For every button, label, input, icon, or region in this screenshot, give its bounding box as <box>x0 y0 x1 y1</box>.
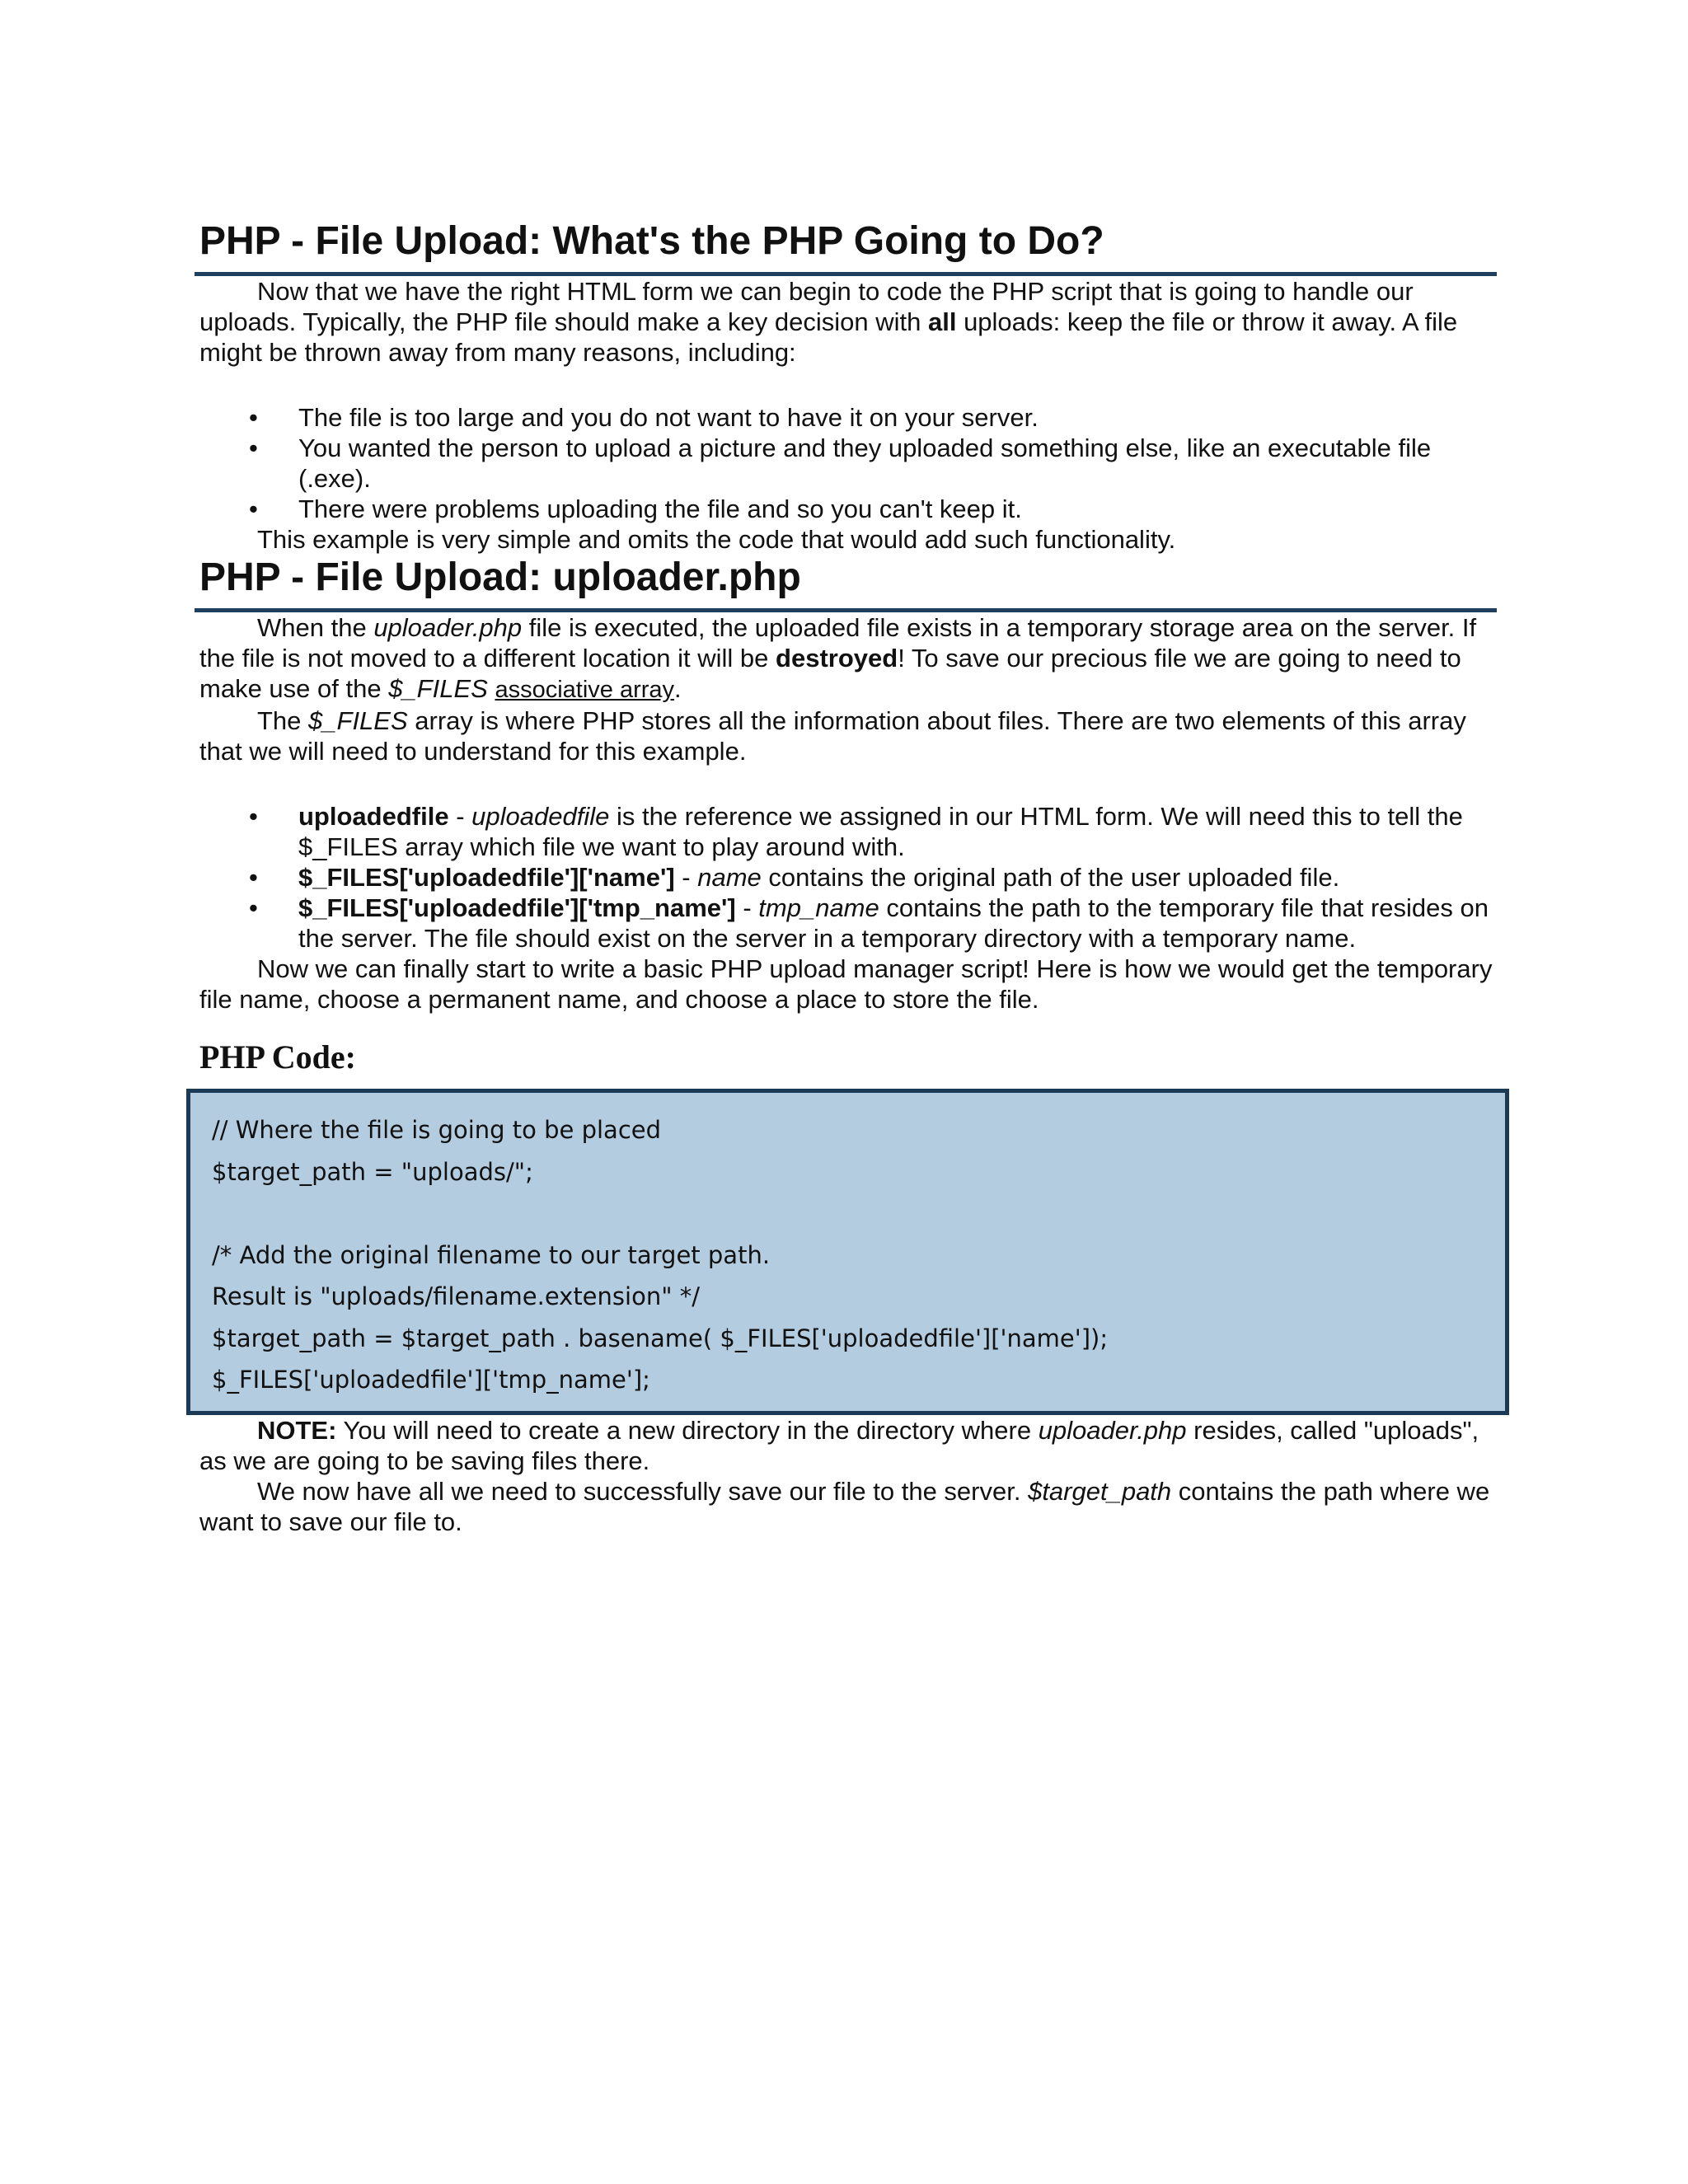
intro-paragraph <box>195 276 1497 368</box>
term-italic: tmp_name <box>758 893 879 923</box>
code-line <box>212 1193 1505 1235</box>
list-item <box>195 862 1497 893</box>
term-italic: uploadedfile <box>471 802 610 832</box>
p2-text-b: array is where PHP stores all the information about files. There are two elements of this array that we will need to understand for this example. <box>199 706 1466 766</box>
term-separator: - <box>448 802 472 832</box>
note-italic-uploader: uploader.php <box>1038 1415 1187 1445</box>
p1-text-c: ! To save our precious file we are going to need to make use of the <box>199 644 1461 704</box>
code-heading: PHP Code: <box>199 1038 356 1076</box>
bullet-icon: • <box>249 802 258 832</box>
note-text-b: resides, called "uploads", as we are going to be saving files there. <box>199 1415 1479 1475</box>
section-title-whats-php-going-to-do: PHP - File Upload: What's the PHP Going to Do? <box>195 218 1497 276</box>
term-italic: name <box>697 863 762 893</box>
p1-text-a: When the <box>257 613 374 643</box>
list-item-text: There were problems uploading the file and so you can't keep it. <box>298 494 1022 524</box>
bullet-icon: • <box>249 494 258 524</box>
files-elements-list <box>195 801 1497 954</box>
p1-italic-uploader: uploader.php <box>373 613 523 643</box>
list-item-text: You wanted the person to upload a picture and they uploaded something else, like an executable file (.exe). <box>298 434 1432 494</box>
code-line: /* Add the original filename to our target path. <box>212 1240 771 1269</box>
note-paragraph <box>195 1415 1497 1476</box>
document-page <box>195 218 1497 1537</box>
upload-script-paragraph: Now we can finally start to write a basic PHP upload manager script! Here is how we would get the temporary file name, choose a permanent name, and choose a place to store the file. <box>199 954 1493 1015</box>
list-item <box>195 801 1497 862</box>
bullet-icon: • <box>249 403 258 433</box>
closing-paragraph: This example is very simple and omits the code that would add such functionality. <box>257 525 1176 555</box>
code-line: Result is "uploads/filename.extension" */ <box>212 1282 701 1311</box>
code-line: $target_path = "uploads/"; <box>212 1157 533 1186</box>
term-separator: - <box>735 893 759 923</box>
list-item <box>195 402 1497 433</box>
final-italic-target-path: $target_path <box>1028 1476 1172 1506</box>
code-line: $target_path = $target_path . basename( $_FILES['uploadedfile']['name']); <box>212 1324 1109 1352</box>
intro-bold-all: all <box>927 307 957 337</box>
intro-text-b: uploads: keep the file or throw it away. A file might be thrown away from many reasons, including: <box>199 307 1458 368</box>
p2-text-a: The <box>257 706 309 736</box>
php-code-block <box>186 1089 1509 1415</box>
section-title-uploader-php: PHP - File Upload: uploader.php <box>195 555 1497 612</box>
p2-italic-files: $_FILES <box>308 706 408 736</box>
term-separator: - <box>674 863 698 893</box>
list-item <box>195 893 1497 954</box>
list-item <box>195 433 1497 494</box>
note-text-a: You will need to create a new directory in the directory where <box>336 1415 1039 1445</box>
uploader-paragraph-2 <box>195 705 1497 766</box>
uploader-paragraph-1 <box>195 612 1497 705</box>
intro-text-a: Now that we have the right HTML form we can begin to code the PHP script that is going to handle our uploads. Typically, the PHP file should make a key decision with <box>199 277 1414 337</box>
p1-bold-destroyed: destroyed <box>776 644 898 673</box>
term-description: is the reference we assigned in our HTML form. We will need this to tell the $_FILES array which file we want to play around with. <box>298 802 1463 862</box>
term-bold: uploadedfile <box>298 802 449 832</box>
term-description: contains the path to the temporary file that resides on the server. The file should exist on the server in a temporary directory with a temporary name. <box>298 893 1489 954</box>
p1-text-e: . <box>674 674 682 704</box>
code-line: $_FILES['uploadedfile']['tmp_name']; <box>212 1366 650 1394</box>
term-bold: $_FILES['uploadedfile']['name'] <box>298 863 675 893</box>
associative-array-link[interactable]: associative array <box>495 677 675 704</box>
final-text-b: contains the path where we want to save our file to. <box>199 1476 1490 1536</box>
p1-italic-files: $_FILES <box>388 674 488 704</box>
p1-text-b: file is executed, the uploaded file exists in a temporary storage area on the server. If the file is not moved to a different location it will be <box>199 613 1477 673</box>
list-item-text: The file is too large and you do not want to have it on your server. <box>298 403 1039 433</box>
final-paragraph <box>195 1476 1497 1537</box>
bullet-icon: • <box>249 434 258 463</box>
code-line: // Where the file is going to be placed <box>212 1116 662 1145</box>
bullet-icon: • <box>249 863 258 893</box>
term-bold: $_FILES['uploadedfile']['tmp_name'] <box>298 893 736 923</box>
list-item <box>195 494 1497 524</box>
reasons-list <box>195 402 1497 524</box>
bullet-icon: • <box>249 893 258 923</box>
note-label: NOTE: <box>257 1415 337 1445</box>
term-description: contains the original path of the user uploaded file. <box>761 863 1340 893</box>
final-text-a: We now have all we need to successfully save our file to the server. <box>257 1476 1029 1506</box>
